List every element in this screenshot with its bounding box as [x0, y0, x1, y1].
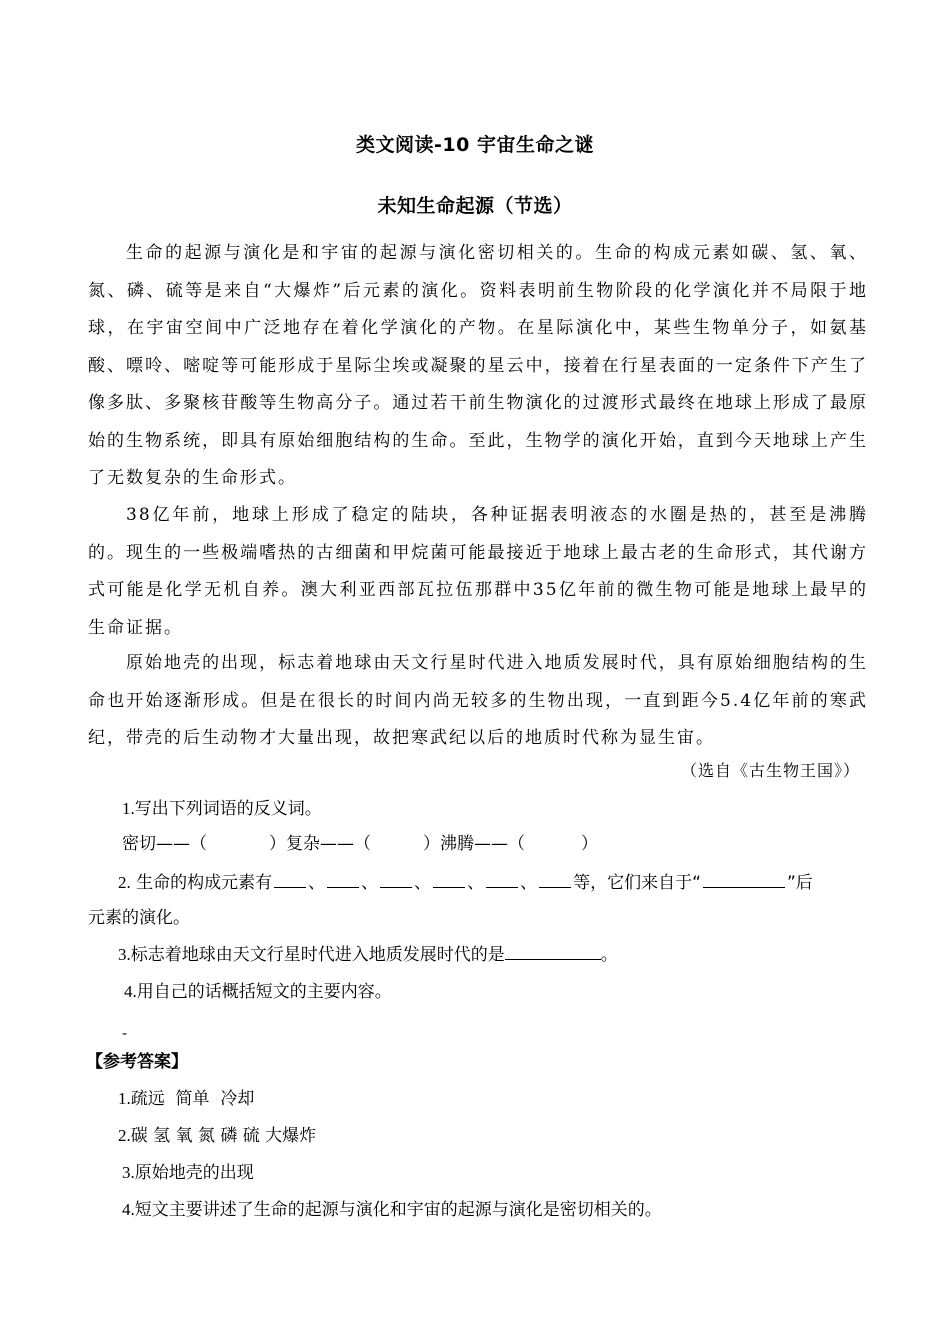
separator: 、	[467, 873, 485, 893]
question-3-end: 。	[600, 945, 618, 965]
separator: 、	[520, 873, 538, 893]
answer-4	[122, 1191, 662, 1229]
blank-element-4[interactable]	[433, 873, 465, 888]
question-3-number: 3.	[118, 945, 131, 964]
word-2: ）复杂——（	[269, 834, 371, 854]
answer-1-number: 1.	[118, 1089, 131, 1108]
word-3: ）沸腾——（	[423, 834, 525, 854]
answer-2	[118, 1117, 316, 1155]
question-1-text: 写出下列词语的反义词。	[134, 799, 322, 819]
question-2-continued: 元素的演化。	[88, 908, 190, 928]
question-1	[122, 790, 322, 828]
question-2-text-b: 等，它们来自于“	[573, 873, 701, 893]
source-citation: （选自《古生物王国》）	[680, 761, 860, 780]
blank-origin[interactable]	[703, 873, 785, 888]
blank-element-3[interactable]	[380, 873, 412, 888]
answer-3-number: 3.	[122, 1163, 135, 1182]
blank-element-2[interactable]	[327, 873, 359, 888]
separator: 、	[308, 873, 326, 893]
answer-1	[118, 1080, 254, 1118]
blank-element-6[interactable]	[539, 873, 571, 888]
question-2-text: 生命的构成元素有	[136, 873, 273, 893]
separator: 、	[414, 873, 432, 893]
separator: 、	[361, 873, 379, 893]
answer-2-number: 2.	[118, 1126, 131, 1145]
answer-1-text: 疏远 简单 冷却	[130, 1089, 255, 1109]
answer-4-number: 4.	[122, 1200, 135, 1219]
question-2-number: 2.	[118, 873, 131, 892]
answer-3-text: 原始地壳的出现	[134, 1163, 254, 1183]
passage-title: 未知生命起源（节选）	[377, 195, 573, 217]
blank-answer-3[interactable]	[505, 945, 601, 960]
document-title: 类文阅读-10 宇宙生命之谜	[356, 134, 594, 156]
question-2	[118, 864, 813, 902]
passage-paragraph-3: 原始地壳的出现，标志着地球由天文行星时代进入地质发展时代，具有原始细胞结构的生命也开始逐渐形成。但是在很长的时间内尚无较多的生物出现，一直到距今5.4亿年前的寒武纪，带壳的后生动物才大量出现，故把寒武纪以后的地质时代称为显生宙。	[88, 653, 868, 748]
answer-4-text: 短文主要讲述了生命的起源与演化和宇宙的起源与演化是密切相关的。	[134, 1200, 662, 1220]
question-4	[124, 973, 392, 1011]
question-3	[118, 936, 618, 974]
answer-key-header: 【参考答案】	[86, 1052, 188, 1072]
stray-mark: -	[122, 1026, 128, 1042]
answer-3	[122, 1154, 254, 1192]
blank-element-1[interactable]	[274, 873, 306, 888]
passage-paragraph-2: 38亿年前，地球上形成了稳定的陆块，各种证据表明液态的水圈是热的，甚至是沸腾的。现生的一些极端嗜热的古细菌和甲烷菌可能最接近于地球上最古老的生命形式，其代谢方式可能是化学无机自养。澳大利亚西部瓦拉伍那群中35亿年前的微生物可能是地球上最早的生命证据。	[88, 505, 868, 638]
question-2-text-c: ”后	[786, 873, 813, 893]
question-1-number: 1.	[122, 799, 135, 818]
passage-paragraph-1: 生命的起源与演化是和宇宙的起源与演化密切相关的。生命的构成元素如碳、氢、氧、氮、磷、硫等是来自“大爆炸”后元素的演化。资料表明前生物阶段的化学演化并不局限于地球，在宇宙空间中广泛地存在着化学演化的产物。在星际演化中，某些生物单分子，如氨基酸、嘌呤、嘧啶等可能形成于星际尘埃或凝聚的星云中，接着在行星表面的一定条件下产生了像多肽、多聚核苷酸等生物高分子。通过若干前生物演化的过渡形式最终在地球上形成了最原始的生物系统，即具有原始细胞结构的生命。至此，生物学的演化开始，直到今天地球上产生了无数复杂的生命形式。	[88, 243, 868, 488]
question-3-text: 标志着地球由天文行星时代进入地质发展时代的是	[130, 945, 505, 965]
question-1-words	[122, 826, 598, 863]
answer-2-text: 碳 氢 氧 氮 磷 硫 大爆炸	[130, 1126, 317, 1146]
word-1: 密切——（	[122, 834, 207, 854]
word-close: ）	[581, 834, 598, 854]
blank-element-5[interactable]	[486, 873, 518, 888]
question-4-number: 4.	[124, 982, 137, 1001]
question-4-text: 用自己的话概括短文的主要内容。	[136, 982, 392, 1002]
